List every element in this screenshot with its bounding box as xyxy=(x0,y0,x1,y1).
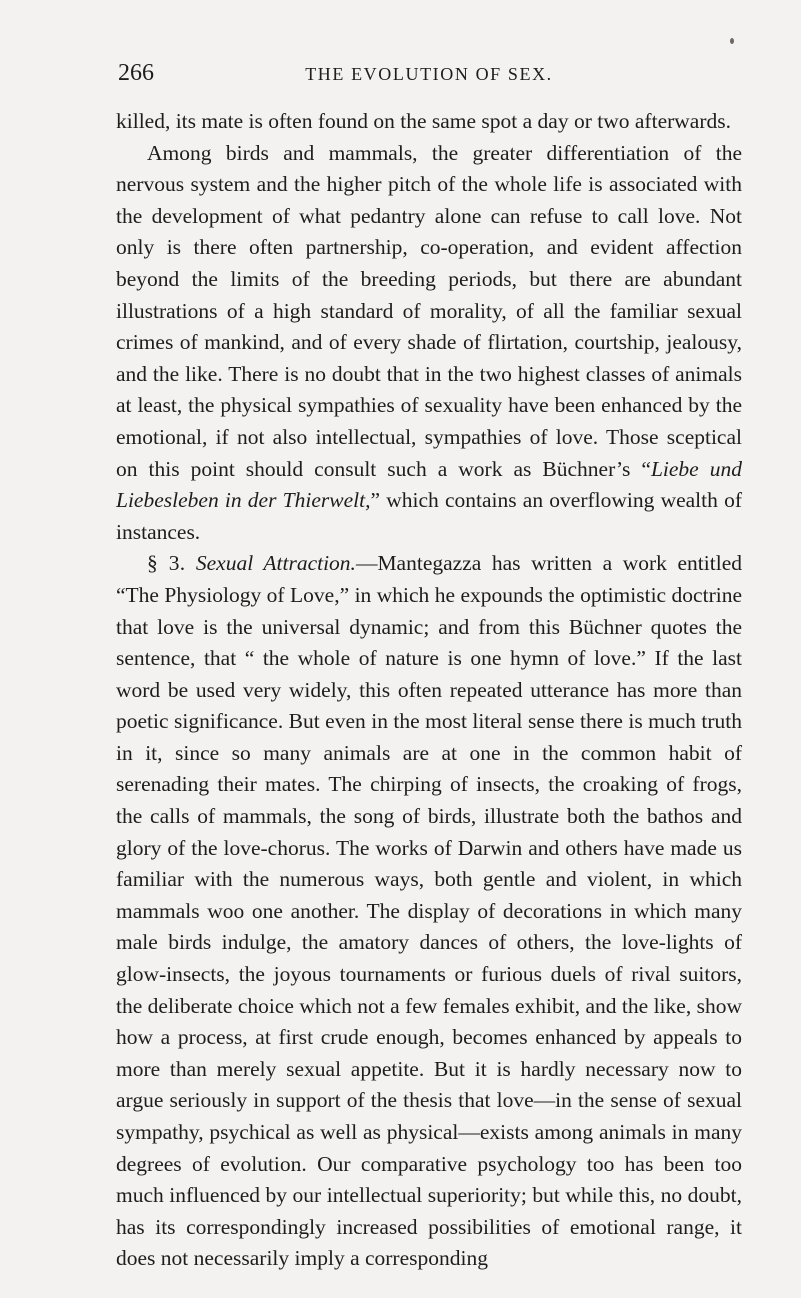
paragraph-sexual-attraction xyxy=(116,548,742,1275)
paragraph-1-text: killed, its mate is often found on the same spot a day or two afterwards. xyxy=(116,109,731,133)
paragraph-3-text: —Mantegazza has written a work entitled “The Physiology of Love,” in which he expounds the optimistic doctrine that love is the universal dynamic; and from this Büchner quotes the sentence, that “ the whole of nature is one hymn of love.” If the last word be used very widely, this often repeated utterance has more than poetic significance. But even in the most literal sense there is much truth in it, since so many animals are at one in the common habit of serenading their mates. The chirping of insects, the croaking of frogs, the calls of mammals, the song of birds, illustrate both the bathos and glory of the love-chorus. The works of Darwin and others have made us familiar with the numerous ways, both gentle and violent, in which mammals woo one another. The display of decorations in which many male birds indulge, the amatory dances of others, the love-lights of glow-insects, the joyous tournaments or furious duels of rival suitors, the deliberate choice which not a few females exhibit, and the like, show how a process, at first crude enough, becomes enhanced by appeals to more than merely sexual appetite. But it is hardly necessary now to argue seriously in support of the thesis that love—in the sense of sexual sympathy, psychical as well as physical—exists among animals in many degrees of evolution. Our comparative psychology too has been too much influenced by our intellectual superiority; but while this, no doubt, has its correspondingly increased possibilities of emotional range, it does not necessarily imply a corresponding xyxy=(116,551,742,1271)
section-heading: Sexual Attraction. xyxy=(195,551,356,576)
paragraph-continuation xyxy=(116,106,742,138)
page-header xyxy=(118,58,740,88)
paragraph-2-end: ” which contains an overflowing wealth of instances. xyxy=(116,488,742,544)
paragraph-2-text: Among birds and mammals, the greater differentiation of the nervous system and the higher pitch of the whole life is associated with the development of what pedantry alone can refuse to call love. Not only is there often partnership, co-operation, and evident affection beyond the limits of the breeding periods, but there are abundant illustrations of a high standard of morality, of all the familiar sexual crimes of mankind, and of every shade of flirtation, courtship, jealousy, and the like. There is no doubt that in the two highest classes of animals at least, the physical sympathies of sexuality have been enhanced by the emotional, if not also intellectual, sympathies of love. Those sceptical on this point should consult such a work as Büchner’s “ xyxy=(116,140,742,481)
section-number: § 3. xyxy=(147,551,186,576)
paragraph-love-among-birds-mammals xyxy=(116,138,742,549)
book-title-italic: Liebe und Liebesleben in der Thierwelt, xyxy=(116,456,742,513)
page-number: 266 xyxy=(118,60,154,86)
body-text xyxy=(116,106,742,1275)
running-title: THE EVOLUTION OF SEX. xyxy=(305,64,553,84)
paper-speck xyxy=(730,38,734,44)
